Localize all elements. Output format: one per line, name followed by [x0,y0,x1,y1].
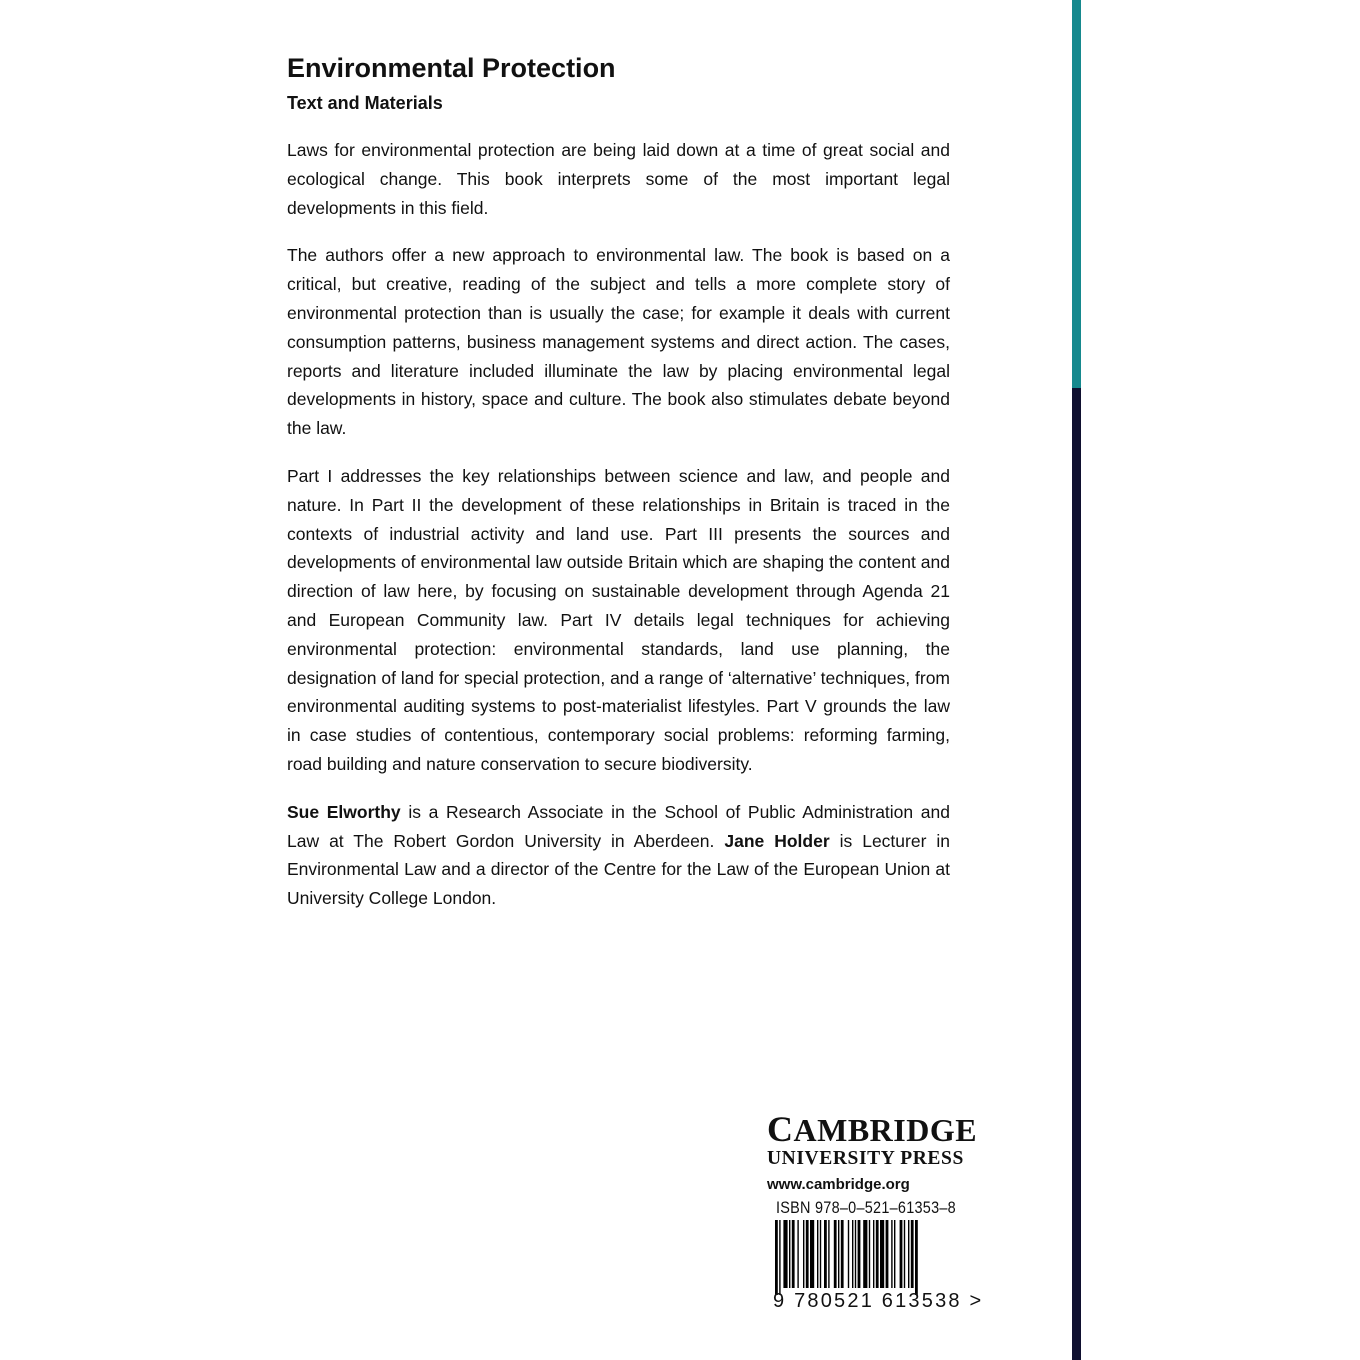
barcode-bar [797,1220,798,1288]
book-subtitle: Text and Materials [287,93,443,113]
barcode-bar [876,1220,879,1288]
barcode-bar [900,1220,903,1288]
barcode-bar [803,1220,804,1288]
spine-navy-band [1072,388,1081,1360]
barcode-bar [817,1220,818,1288]
author-name: Sue Elworthy [287,801,401,822]
book-title: Environmental Protection [287,53,616,83]
barcode-bar [886,1220,889,1288]
barcode-bar [810,1220,814,1288]
publisher-subtitle: UNIVERSITY PRESS [767,1148,964,1169]
blurb-paragraph-2: The authors offer a new approach to environmental law. The book is based on a critical, but creative, reading of the subject and tells a more complete story of environmental protection than is usually the case; for example it deals with current consumption patterns, business management systems and direct action. The cases, reports and literature included illuminate the law by placing environmental legal developments in history, space and culture. The book also stimulates debate beyond the law. [287,245,950,439]
author-name: Jane Holder [724,830,830,851]
barcode-digits: 9 780521 613538 > [773,1290,984,1312]
barcode-bar [863,1220,867,1288]
barcode-bar [824,1220,827,1288]
barcode-bar [789,1220,790,1288]
barcode-bar [873,1220,874,1288]
blurb-paragraph-3: Part I addresses the key relationships between science and law, and people and nature. In Part II the development of these relationships in Britain is traced in the contexts of industrial activity and land use. Part III presents the sources and developments of environmental law outside Britain which are shaping the content and direction of law here, by focusing on sustainable development through Agenda 21 and European Community law. Part IV details legal techniques for achieving environmental protection: environmental standards, land use planning, the designation of land for special protection, and a range of ‘alternative’ techniques, from environmental auditing systems to post-materialist lifestyles. Part V grounds the law in case studies of contentious, contemporary social problems: reforming farming, road building and nature conservation to secure biodiversity. [287,465,950,774]
barcode-bar [869,1220,870,1288]
barcode-bar [848,1220,849,1288]
author-bio-text: is a Research Associate in the School of Public Administration and Law at The Robert Gordon University in Aberdeen. [287,801,951,851]
back-cover-text [287,50,950,913]
author-bio-text: is Lecturer in Environmental Law and a director of the Centre for the Law of the European Union at University College London. [287,830,950,909]
blurb-paragraph-1: Laws for environmental protection are being laid down at a time of great social and ecological change. This book interprets some of the most important legal developments in this field. [287,140,950,218]
barcode-bar [908,1220,909,1288]
barcode-bar [911,1220,914,1288]
publisher-name: CAMBRIDGE [767,1109,978,1149]
barcode-bar [838,1220,839,1288]
barcode-bar [834,1220,837,1288]
barcode-bar [855,1220,856,1288]
barcode-bar [904,1220,905,1288]
barcode-bar [915,1220,918,1295]
barcode-bar [792,1220,795,1288]
barcode-bar [775,1220,778,1295]
barcode-bar [783,1220,787,1288]
barcode-bar [820,1220,821,1288]
spine-teal-band [1072,0,1081,388]
barcode-bar [806,1220,809,1288]
barcode-bar [894,1220,895,1288]
barcode-bar [891,1220,892,1288]
barcode-bar [779,1220,780,1295]
barcode-bar [852,1220,853,1288]
barcode-bar [828,1220,829,1288]
publisher-logo [767,1111,997,1195]
barcode-bar [880,1220,884,1288]
author-bio [287,798,950,913]
publisher-url: www.cambridge.org [767,1176,910,1193]
barcode-bar [858,1220,861,1288]
barcode [773,1220,973,1295]
barcode-bar [841,1220,844,1288]
isbn-label: ISBN 978–0–521–61353–8 [776,1198,956,1217]
